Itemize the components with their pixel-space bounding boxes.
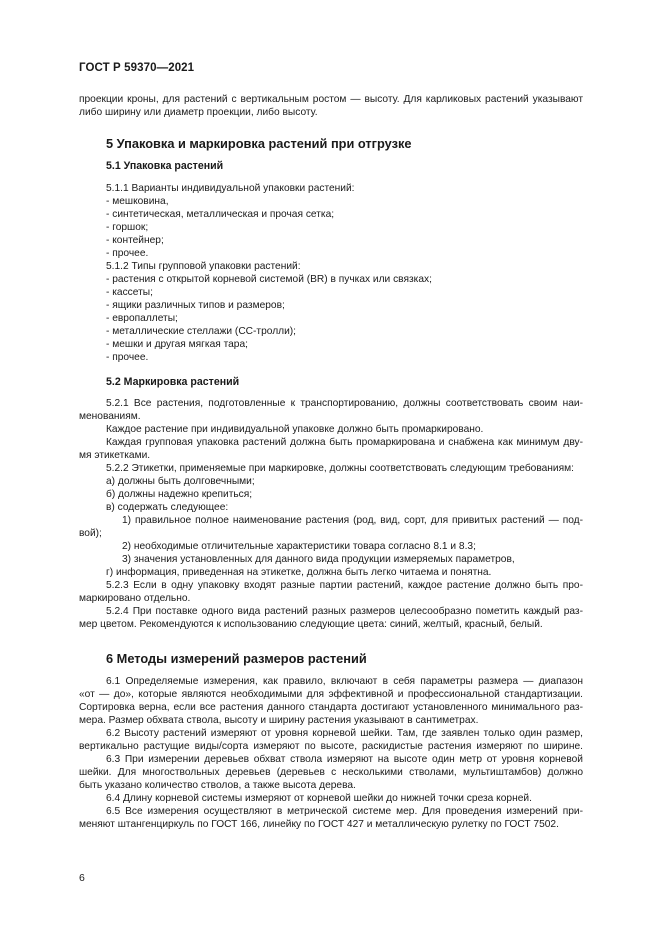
paragraph-line: проекции кроны, для растений с вертикальным ростом — высоту. Для карликовых растений указывают bbox=[79, 94, 583, 105]
paragraph-line: 6.1 Определяемые измерения, как правило, включают в себя параметры размера — диапазон bbox=[106, 676, 583, 687]
list-subitem: вой); bbox=[79, 528, 102, 539]
list-item: а) должны быть долговечными; bbox=[106, 476, 255, 487]
paragraph-line: Каждая групповая упаковка растений должна быть промаркирована и снабжена как минимум дву- bbox=[106, 437, 583, 448]
list-subitem: 2) необходимые отличительные характеристики товара согласно 8.1 и 8.3; bbox=[122, 541, 476, 552]
list-item: - мешковина, bbox=[106, 196, 169, 207]
paragraph-line: меняют штангенциркуль по ГОСТ 166, линейку по ГОСТ 427 и металлическую рулетку по ГОСТ 7502. bbox=[79, 819, 559, 830]
document-header: ГОСТ Р 59370—2021 bbox=[79, 62, 195, 74]
paragraph-line: быть указано количество стволов, а также высота дерева. bbox=[79, 780, 356, 791]
page-number: 6 bbox=[79, 872, 85, 884]
paragraph-line: маркировано отдельно. bbox=[79, 593, 191, 604]
list-item: в) содержать следующее: bbox=[106, 502, 229, 513]
paragraph-line: 6.5 Все измерения осуществляют в метрической системе мер. Для проведения измерений при- bbox=[106, 806, 583, 817]
paragraph-line: либо ширину или диаметр проекции, либо высоту. bbox=[79, 107, 318, 118]
subsection-heading: 5.1 Упаковка растений bbox=[106, 160, 224, 172]
list-item: - прочее. bbox=[106, 248, 149, 259]
list-item: г) информация, приведенная на этикетке, должна быть легко читаема и понятна. bbox=[106, 567, 492, 578]
list-item: - синтетическая, металлическая и прочая сетка; bbox=[106, 209, 335, 220]
list-item: - контейнер; bbox=[106, 235, 164, 246]
list-item: - кассеты; bbox=[106, 287, 153, 298]
paragraph-line: 5.2.2 Этикетки, применяемые при маркировке, должны соответствовать следующим требованиям: bbox=[106, 463, 574, 474]
paragraph-line: 5.2.1 Все растения, подготовленные к транспортированию, должны соответствовать своим наи- bbox=[106, 398, 583, 409]
list-item: - растения с открытой корневой системой (BR) в пучках или связках; bbox=[106, 274, 432, 285]
section-heading: 6 Методы измерений размеров растений bbox=[106, 651, 367, 666]
paragraph-line: менованиям. bbox=[79, 411, 141, 422]
paragraph-line: шейки. Для многоствольных деревьев (деревьев с несколькими стволами, мультиштамбов) должно bbox=[79, 767, 583, 778]
paragraph-line: мера. Размер обхвата ствола, высоту и ширину растения указывают в сантиметрах. bbox=[79, 715, 479, 726]
list-subitem: 3) значения установленных для данного вида продукции измеряемых параметров, bbox=[122, 554, 515, 565]
paragraph-line: мер цветом. Рекомендуются к использованию следующие цвета: синий, желтый, красный, белый. bbox=[79, 619, 543, 630]
list-subitem: 1) правильное полное наименование растения (род, вид, сорт, для привитых растений — под- bbox=[122, 515, 583, 526]
list-item: - европаллеты; bbox=[106, 313, 178, 324]
paragraph-line: «от — до», которые являются необходимыми для эффективной и профессиональной стандартизации. bbox=[79, 689, 583, 700]
list-item: б) должны надежно крепиться; bbox=[106, 489, 253, 500]
subsection-heading: 5.2 Маркировка растений bbox=[106, 376, 240, 388]
paragraph-line: 5.2.4 При поставке одного вида растений разных размеров целесообразно пометить каждый раз- bbox=[106, 606, 583, 617]
list-item: - ящики различных типов и размеров; bbox=[106, 300, 285, 311]
paragraph-line: мя этикетками. bbox=[79, 450, 151, 461]
paragraph-line: 5.2.3 Если в одну упаковку входят разные партии растений, каждое растение должно быть про- bbox=[106, 580, 583, 591]
section-heading: 5 Упаковка и маркировка растений при отгрузке bbox=[106, 136, 412, 151]
paragraph-line: 6.2 Высоту растений измеряют от уровня корневой шейки. Там, где заявлен только один размер, bbox=[106, 728, 583, 739]
paragraph-line: 6.4 Длину корневой системы измеряют от корневой шейки до нижней точки среза корней. bbox=[106, 793, 532, 804]
paragraph-line: вертикально растущие виды/сорта измеряют по высоте, раскидистые растения измеряют по ширине. bbox=[79, 741, 583, 752]
paragraph-line: 6.3 При измерении деревьев обхват ствола измеряют на высоте один метр от уровня корневой bbox=[106, 754, 583, 765]
list-item: - горшок; bbox=[106, 222, 149, 233]
list-intro: 5.1.1 Варианты индивидуальной упаковки растений: bbox=[106, 183, 355, 194]
list-item: - мешки и другая мягкая тара; bbox=[106, 339, 248, 350]
paragraph-line: Каждое растение при индивидуальной упаковке должно быть промаркировано. bbox=[106, 424, 484, 435]
list-intro: 5.1.2 Типы групповой упаковки растений: bbox=[106, 261, 301, 272]
list-item: - металлические стеллажи (СС-тролли); bbox=[106, 326, 296, 337]
list-item: - прочее. bbox=[106, 352, 149, 363]
paragraph-line: Сортировка верна, если все растения данного стандарта достигают установленного минимального раз- bbox=[79, 702, 583, 713]
